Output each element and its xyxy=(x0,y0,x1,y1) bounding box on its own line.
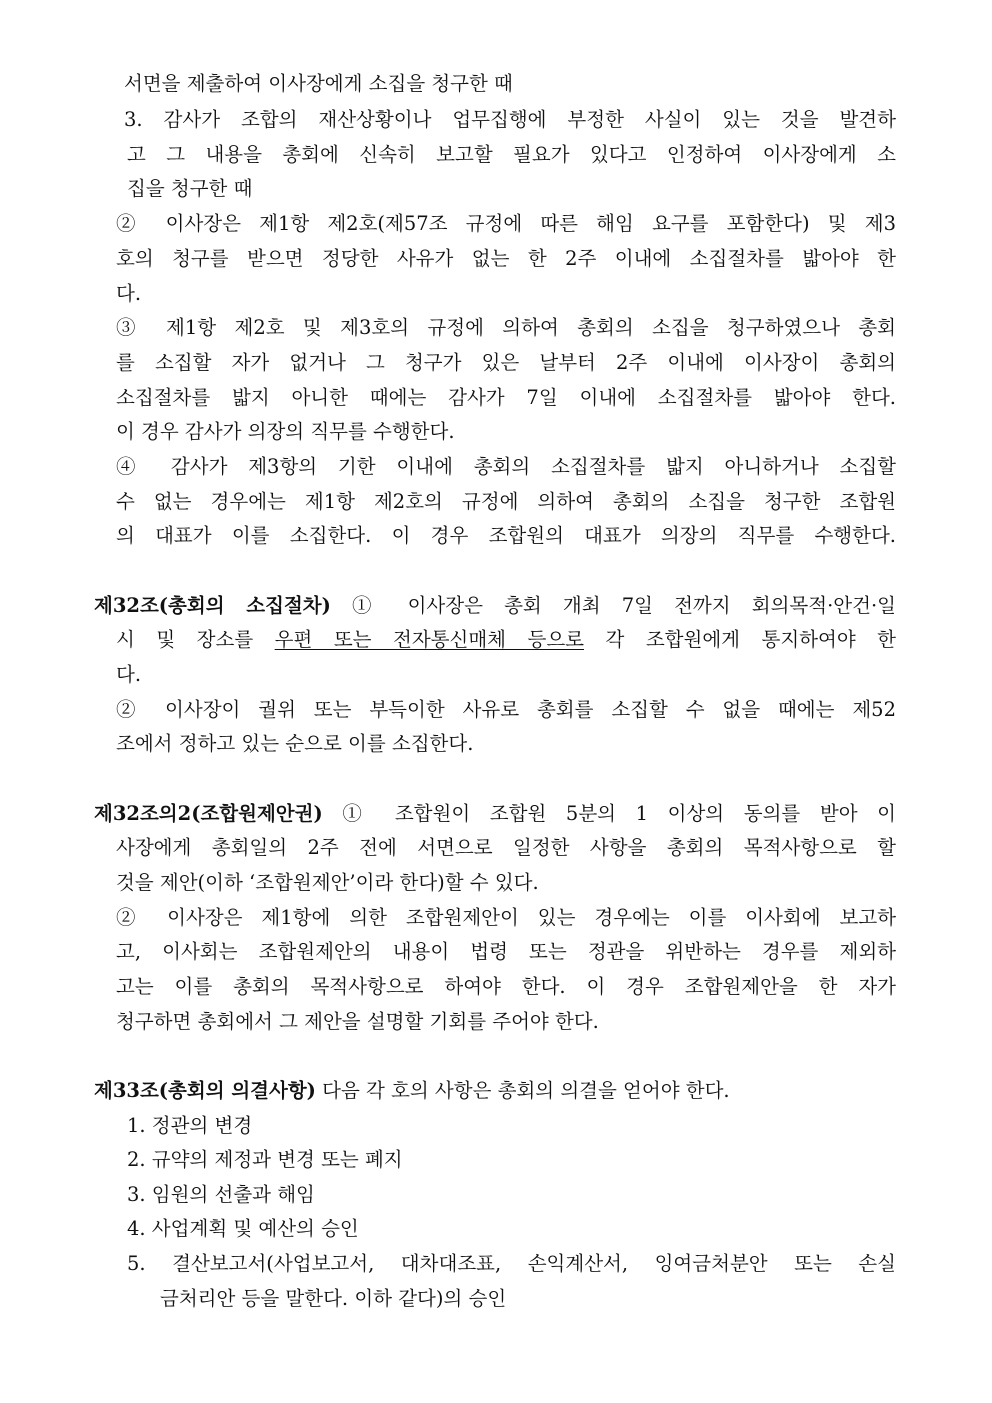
item-3-line: 고 그 내용을 총회에 신속히 보고할 필요가 있다고 인정하여 이사장에게 소 xyxy=(127,143,896,166)
list-item: 4. 사업계획 및 예산의 승인 xyxy=(127,1217,359,1240)
article-32-line xyxy=(116,626,896,654)
article-32-first-line xyxy=(94,592,896,620)
item-3-line: 3. 감사가 조합의 재산상황이나 업무집행에 부정한 사실이 있는 것을 발견하 xyxy=(124,108,896,131)
list-item-continuation: 금처리안 등을 말한다. 이하 같다)의 승인 xyxy=(160,1287,507,1310)
list-item: 1. 정관의 변경 xyxy=(127,1114,253,1137)
article-32-2-paragraph-2-line: 청구하면 총회에서 그 제안을 설명할 기회를 주어야 한다. xyxy=(116,1010,599,1033)
text-span: 다음 각 호의 사항은 총회의 의결을 얻어야 한다. xyxy=(315,1079,730,1102)
paragraph-3-line: ③ 제1항 제2호 및 제3호의 규정에 의하여 총회의 소집을 청구하였으나 총회 xyxy=(116,316,896,339)
article-32-2-paragraph-2-line: ② 이사장은 제1항에 의한 조합원제안이 있는 경우에는 이를 이사회에 보고하 xyxy=(116,906,896,929)
underlined-phrase: 우편 또는 전자통신매체 등으로 xyxy=(274,628,585,651)
text-span: ① 이사장은 총회 개최 7일 전까지 회의목적·안건·일 xyxy=(330,594,896,617)
article-32-paragraph-2-line: ② 이사장이 궐위 또는 부득이한 사유로 총회를 소집할 수 없을 때에는 제52 xyxy=(116,698,896,721)
paragraph-4-line: ④ 감사가 제3항의 기한 이내에 총회의 소집절차를 밟지 아니하거나 소집할 xyxy=(116,455,896,478)
paragraph-4-line: 의 대표가 이를 소집한다. 이 경우 조합원의 대표가 의장의 직무를 수행한다. xyxy=(116,524,896,547)
article-32-2-first-line xyxy=(94,800,896,828)
article-32-2-paragraph-2-line: 고, 이사회는 조합원제안의 내용이 법령 또는 정관을 위반하는 경우를 제외하 xyxy=(116,940,896,963)
text-span: 시 및 장소를 xyxy=(116,628,275,651)
list-item: 2. 규약의 제정과 변경 또는 폐지 xyxy=(127,1148,403,1171)
article-32-heading: 제32조(총회의 소집절차) xyxy=(94,594,331,617)
text-line: 서면을 제출하여 이사장에게 소집을 청구한 때 xyxy=(124,72,513,95)
paragraph-4-line: 수 없는 경우에는 제1항 제2호의 규정에 의하여 총회의 소집을 청구한 조합원 xyxy=(116,490,896,513)
text-span: 각 조합원에게 통지하여야 한 xyxy=(584,628,897,651)
list-item: 3. 임원의 선출과 해임 xyxy=(127,1183,315,1206)
article-32-2-paragraph-2-line: 고는 이를 총회의 목적사항으로 하여야 한다. 이 경우 조합원제안을 한 자가 xyxy=(116,975,896,998)
paragraph-3-line: 를 소집할 자가 없거나 그 청구가 있은 날부터 2주 이내에 이사장이 총회의 xyxy=(116,351,896,374)
paragraph-2-line: 다. xyxy=(116,282,142,305)
item-3-line: 집을 청구한 때 xyxy=(127,177,253,200)
article-32-line: 다. xyxy=(116,663,142,686)
article-33-heading: 제33조(총회의 의결사항) xyxy=(94,1079,316,1102)
paragraph-3-line: 소집절차를 밟지 아니한 때에는 감사가 7일 이내에 소집절차를 밟아야 한다. xyxy=(116,386,896,409)
article-33-first-line xyxy=(94,1077,730,1105)
article-32-2-line: 것을 제안(이하 ‘조합원제안’이라 한다)할 수 있다. xyxy=(116,871,539,894)
text-span: ① 조합원이 조합원 5분의 1 이상의 동의를 받아 이 xyxy=(322,802,896,825)
article-32-2-heading: 제32조의2(조합원제안권) xyxy=(94,802,323,825)
paragraph-3-line: 이 경우 감사가 의장의 직무를 수행한다. xyxy=(116,420,455,443)
list-item: 5. 결산보고서(사업보고서, 대차대조표, 손익계산서, 잉여금처분안 또는 손실 xyxy=(127,1252,896,1275)
paragraph-2-line: 호의 청구를 받으면 정당한 사유가 없는 한 2주 이내에 소집절차를 밟아야 한 xyxy=(116,247,896,270)
article-32-paragraph-2-line: 조에서 정하고 있는 순으로 이를 소집한다. xyxy=(116,732,474,755)
paragraph-2-line: ② 이사장은 제1항 제2호(제57조 규정에 따른 해임 요구를 포함한다) 및 제3 xyxy=(116,212,896,235)
article-32-2-line: 사장에게 총회일의 2주 전에 서면으로 일정한 사항을 총회의 목적사항으로 할 xyxy=(116,836,896,859)
